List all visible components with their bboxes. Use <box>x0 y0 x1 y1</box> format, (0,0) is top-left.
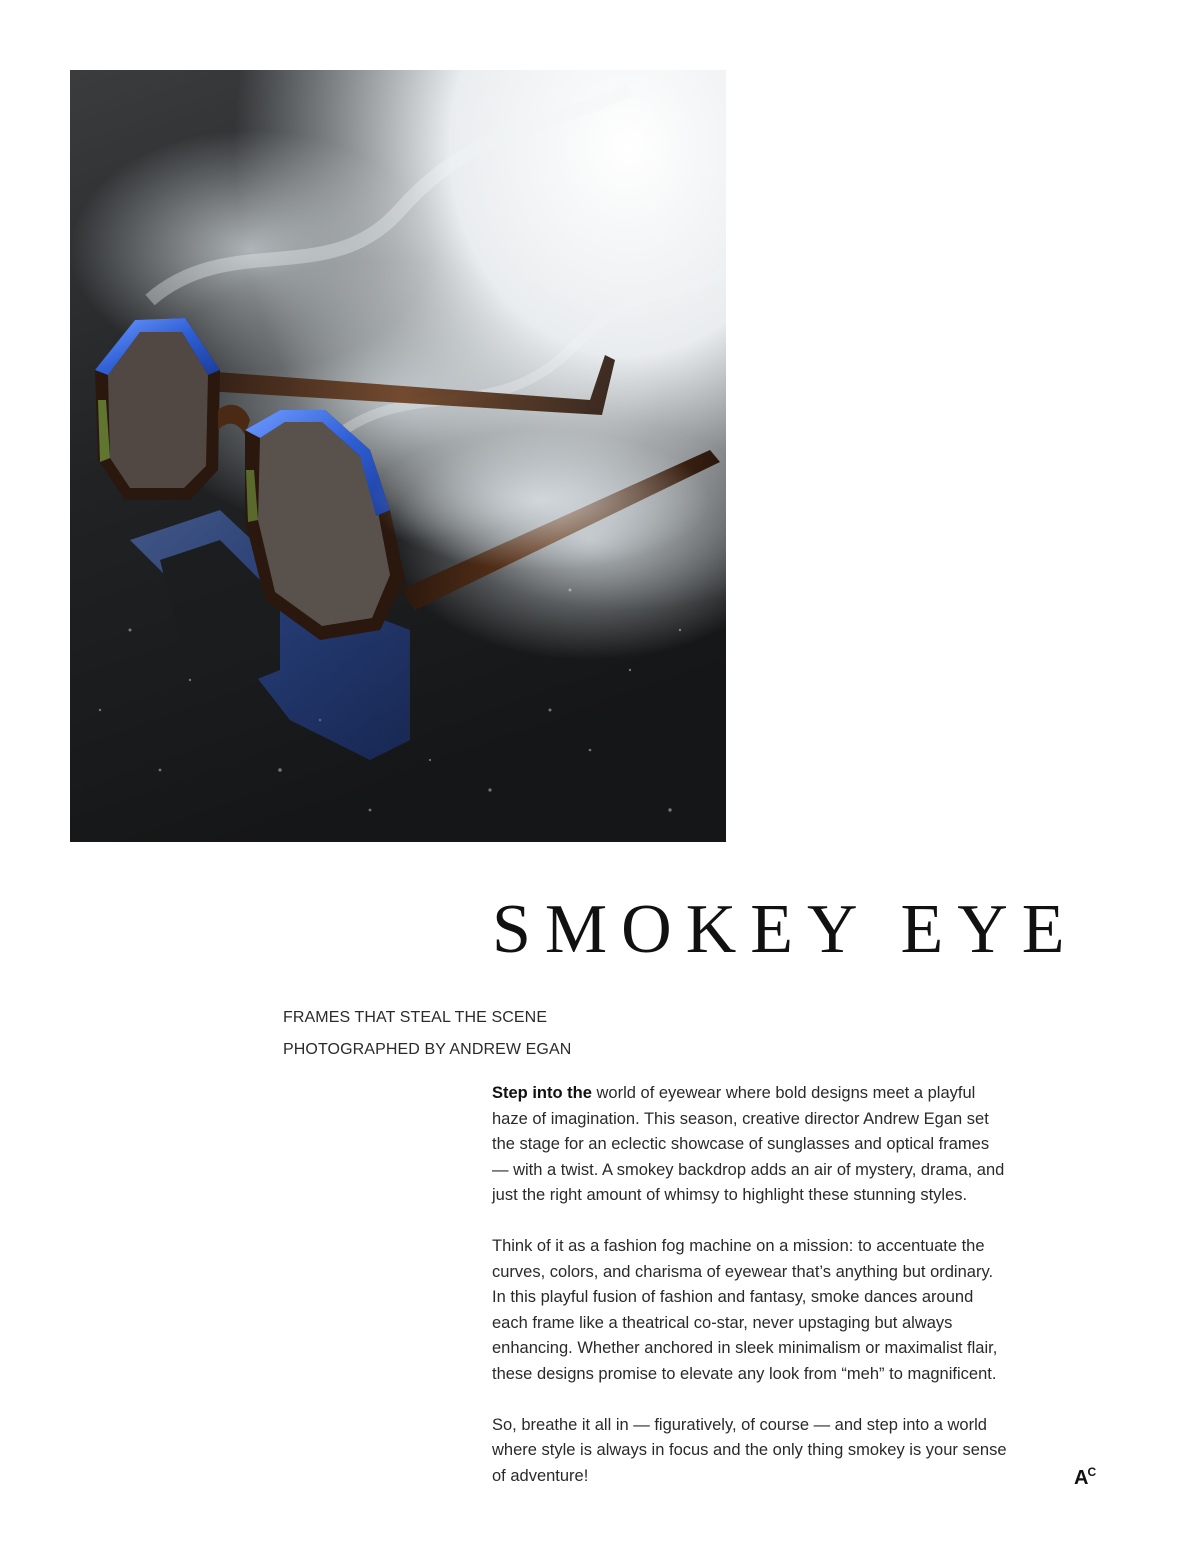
paragraph-1 <box>492 1081 1072 1209</box>
lead-in: Step into the <box>492 1084 592 1102</box>
paragraph-3: So, breathe it all in — figuratively, of course — and step into a world where style is always in focus and the only thing smokey is your sense of adventure! <box>492 1415 1007 1485</box>
photo-credit: PHOTOGRAPHED BY ANDREW EGAN <box>283 1041 572 1058</box>
article-kicker <box>283 1002 571 1066</box>
kicker-subtitle: FRAMES THAT STEAL THE SCENE <box>283 1009 548 1026</box>
paragraph-2: Think of it as a fashion fog machine on a mission: to accentuate the curves, colors, and charisma of eyewear that’s anything but ordinary. In this playful fusion of fashion and fantasy, smoke dances around each frame like a theatrical co-star, never upstaging but always enhancing. Whether anchored in sleek minimalism or maximalist flair, these designs promise to elevate any look from “meh” to magnificent. <box>492 1237 998 1383</box>
hero-photo <box>70 70 726 842</box>
article-body <box>492 1081 1072 1515</box>
magazine-logo <box>1074 1462 1096 1488</box>
eyeglasses-in-smoke-photo <box>70 70 726 842</box>
article-title: SMOKEY EYE <box>492 891 1079 968</box>
paragraph-1-text: world of eyewear where bold designs meet a playful haze of imagination. This season, creative director Andrew Egan set the stage for an eclectic showcase of sunglasses and optical frames — with a twist. A smokey backdrop adds an air of mystery, drama, and just the right amount of whimsy to highlight these stunning styles. <box>492 1084 1005 1204</box>
logo-letter-c: C <box>1087 1465 1097 1479</box>
logo-letter-a: A <box>1074 1467 1089 1489</box>
